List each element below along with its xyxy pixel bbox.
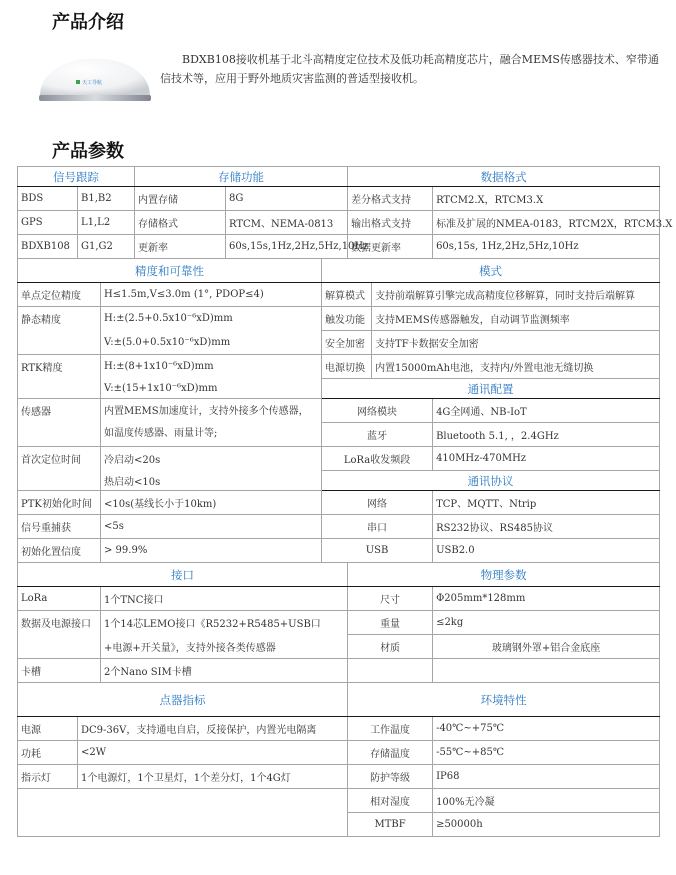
table-cell: 1个电源灯，1个卫星灯，1个差分灯，1个4G灯 — [78, 765, 348, 789]
table-cell: 初始化置信度 — [18, 539, 101, 563]
header-physical: 物理参数 — [348, 563, 660, 587]
table-row — [18, 447, 660, 471]
table-cell: 材质 — [348, 635, 433, 659]
table-cell: 卡槽 — [18, 659, 101, 683]
table-cell: H:±(2.5+0.5x10⁻⁶xD)mm — [101, 307, 322, 331]
table-cell: 差分格式支持 — [348, 187, 433, 211]
table-cell: 60s,15s,1Hz,2Hz,5Hz,10Hz — [226, 235, 348, 259]
table-cell: 触发功能 — [322, 307, 372, 331]
logo-icon — [76, 80, 80, 84]
table-row — [18, 399, 660, 423]
table-cell — [348, 659, 433, 683]
header-signal-tracking: 信号跟踪 — [18, 167, 135, 187]
table-row — [18, 471, 660, 491]
header-storage: 存储功能 — [135, 167, 348, 187]
header-mode: 模式 — [322, 259, 660, 283]
header-electrical: 点器指标 — [18, 683, 348, 717]
table-cell: USB — [322, 539, 433, 563]
table-cell: B1,B2 — [78, 187, 135, 211]
table-cell: -40℃~+75℃ — [433, 717, 660, 741]
table-cell: V:±(5.0+0.5x10⁻⁶xD)mm — [101, 331, 322, 355]
table-cell: LoRa — [18, 587, 101, 611]
table-cell: BDS — [18, 187, 78, 211]
table-row — [18, 813, 660, 837]
table-cell — [433, 659, 660, 683]
table-cell: 输出格式支持 — [348, 211, 433, 235]
table-cell: 传感器 — [18, 399, 101, 447]
table-cell: 相对湿度 — [348, 789, 433, 813]
table-cell: 静态精度 — [18, 307, 101, 355]
table-row — [18, 491, 660, 515]
table-cell: 8G — [226, 187, 348, 211]
table-cell: > 99.9% — [101, 539, 322, 563]
table-cell: 60s,15s, 1Hz,2Hz,5Hz,10Hz — [433, 235, 660, 259]
table-cell: 指示灯 — [18, 765, 78, 789]
table-cell: 安全加密 — [322, 331, 372, 355]
table-cell: 存储温度 — [348, 741, 433, 765]
table-cell: 1个14芯LEMO接口《R5232+R5485+USB口 — [101, 611, 348, 635]
table-cell: G1,G2 — [78, 235, 135, 259]
table-cell: RTK精度 — [18, 355, 101, 399]
table-cell: 存储格式 — [135, 211, 226, 235]
table-cell: USB2.0 — [433, 539, 660, 563]
table-cell: 1个TNC接口 — [101, 587, 348, 611]
table-cell: 数据及电源接口 — [18, 611, 101, 659]
table-cell: 数据更新率 — [348, 235, 433, 259]
table-cell: 标准及扩展的NMEA-0183，RTCM2X，RTCM3.X — [433, 211, 660, 235]
table-row — [18, 635, 660, 659]
table-cell: RTCM2.X，RTCM3.X — [433, 187, 660, 211]
table-row — [18, 379, 660, 399]
table-cell: TCP、MQTT、Ntrip — [433, 491, 660, 515]
table-cell: +电源+开关量》，支持外接各类传感器 — [101, 635, 348, 659]
table-cell: 网络 — [322, 491, 433, 515]
table-row — [18, 187, 660, 211]
table-cell: 工作温度 — [348, 717, 433, 741]
table-row — [18, 717, 660, 741]
table-cell: 单点定位精度 — [18, 283, 101, 307]
product-logo: 天工导航 — [82, 80, 103, 86]
table-cell: 玻璃钢外罩+铝合金底座 — [433, 635, 660, 659]
table-cell: ≤2kg — [433, 611, 660, 635]
table-row — [18, 235, 660, 259]
table-row — [18, 355, 660, 379]
header-comm-config: 通讯配置 — [322, 379, 660, 399]
table-cell: 重量 — [348, 611, 433, 635]
table-row — [18, 789, 660, 813]
table-cell: 内置15000mAh电池，支持内/外置电池无缝切换 — [372, 355, 660, 379]
table-cell: RS232协议、RS485协议 — [433, 515, 660, 539]
table-cell: ≥50000h — [433, 813, 660, 837]
table-cell: 首次定位时间 — [18, 447, 101, 491]
table-cell: 电源 — [18, 717, 78, 741]
table-cell: 100%无冷凝 — [433, 789, 660, 813]
table-cell: 内置MEMS加速度计，支持外接多个传感器，如温度传感器、雨量计等; — [101, 399, 322, 447]
header-data-format: 数据格式 — [348, 167, 660, 187]
table-cell: 网络模块 — [322, 399, 433, 423]
table-cell: PTK初始化时间 — [18, 491, 101, 515]
table-cell: GPS — [18, 211, 78, 235]
receiver-image — [36, 36, 154, 106]
table-cell: V:±(15+1x10⁻⁶xD)mm — [101, 379, 322, 399]
table-row — [18, 659, 660, 683]
table-cell: 串口 — [322, 515, 433, 539]
table-row — [18, 331, 660, 355]
table-row — [18, 211, 660, 235]
table-cell: <5s — [101, 515, 322, 539]
table-cell: 支持TF卡数据安全加密 — [372, 331, 660, 355]
table-row — [18, 515, 660, 539]
header-environment: 环境特性 — [348, 683, 660, 717]
table-cell: 支持MEMS传感器触发，自动调节监测频率 — [372, 307, 660, 331]
header-precision: 精度和可靠性 — [18, 259, 322, 283]
table-cell: 尺寸 — [348, 587, 433, 611]
table-cell: MTBF — [348, 813, 433, 837]
table-row — [18, 307, 660, 331]
table-cell: <2W — [78, 741, 348, 765]
table-cell: 防护等级 — [348, 765, 433, 789]
table-cell: H≤1.5m,V≤3.0m (1°, PDOP≤4) — [101, 283, 322, 307]
table-cell: LoRa收发频段 — [322, 447, 433, 471]
table-cell: 4G全网通、NB-IoT — [433, 399, 660, 423]
table-cell: IP68 — [433, 765, 660, 789]
table-row — [18, 765, 660, 789]
table-row — [18, 741, 660, 765]
table-cell: -55℃~+85℃ — [433, 741, 660, 765]
intro-title: 产品介绍 — [52, 12, 124, 33]
table-cell: Φ205mm*128mm — [433, 587, 660, 611]
header-interface: 接口 — [18, 563, 348, 587]
intro-text: BDXB108接收机基于北斗高精度定位技术及低功耗高精度芯片，融合MEMS传感器技术、窄带通信技术等，应用于野外地质灾害监测的普适型接收机。 — [160, 53, 659, 85]
table-cell: 蓝牙 — [322, 423, 433, 447]
table-cell: H:±(8+1x10⁻⁶xD)mm — [101, 355, 322, 379]
table-cell: BDXB108 — [18, 235, 78, 259]
spec-table — [17, 166, 673, 837]
table-cell: 信号重捕获 — [18, 515, 101, 539]
table-cell: 冷启动<20s — [101, 447, 322, 471]
table-row — [18, 587, 660, 611]
table-cell: 热启动<10s — [101, 471, 322, 491]
table-cell: 电源切换 — [322, 355, 372, 379]
table-cell: 内置存储 — [135, 187, 226, 211]
table-cell: L1,L2 — [78, 211, 135, 235]
table-cell: 支持前端解算引擎完成高精度位移解算，同时支持后端解算 — [372, 283, 660, 307]
table-cell — [18, 813, 348, 837]
table-row — [18, 611, 660, 635]
table-cell: 功耗 — [18, 741, 78, 765]
table-cell: 解算模式 — [322, 283, 372, 307]
table-cell — [18, 789, 348, 813]
table-row — [18, 283, 660, 307]
table-cell: Bluetooth 5.1, ，2.4GHz — [433, 423, 660, 447]
header-comm-protocol: 通讯协议 — [322, 471, 660, 491]
table-cell: 2个Nano SIM卡槽 — [101, 659, 348, 683]
table-cell: 410MHz-470MHz — [433, 447, 660, 471]
table-cell: 更新率 — [135, 235, 226, 259]
table-cell: RTCM、NEMA-0813 — [226, 211, 348, 235]
table-row — [18, 539, 660, 563]
table-cell: <10s(基线长小于10km) — [101, 491, 322, 515]
table-cell: DC9-36V，支持通电自启，反接保护，内置光电隔离 — [78, 717, 348, 741]
params-title: 产品参数 — [52, 141, 124, 162]
